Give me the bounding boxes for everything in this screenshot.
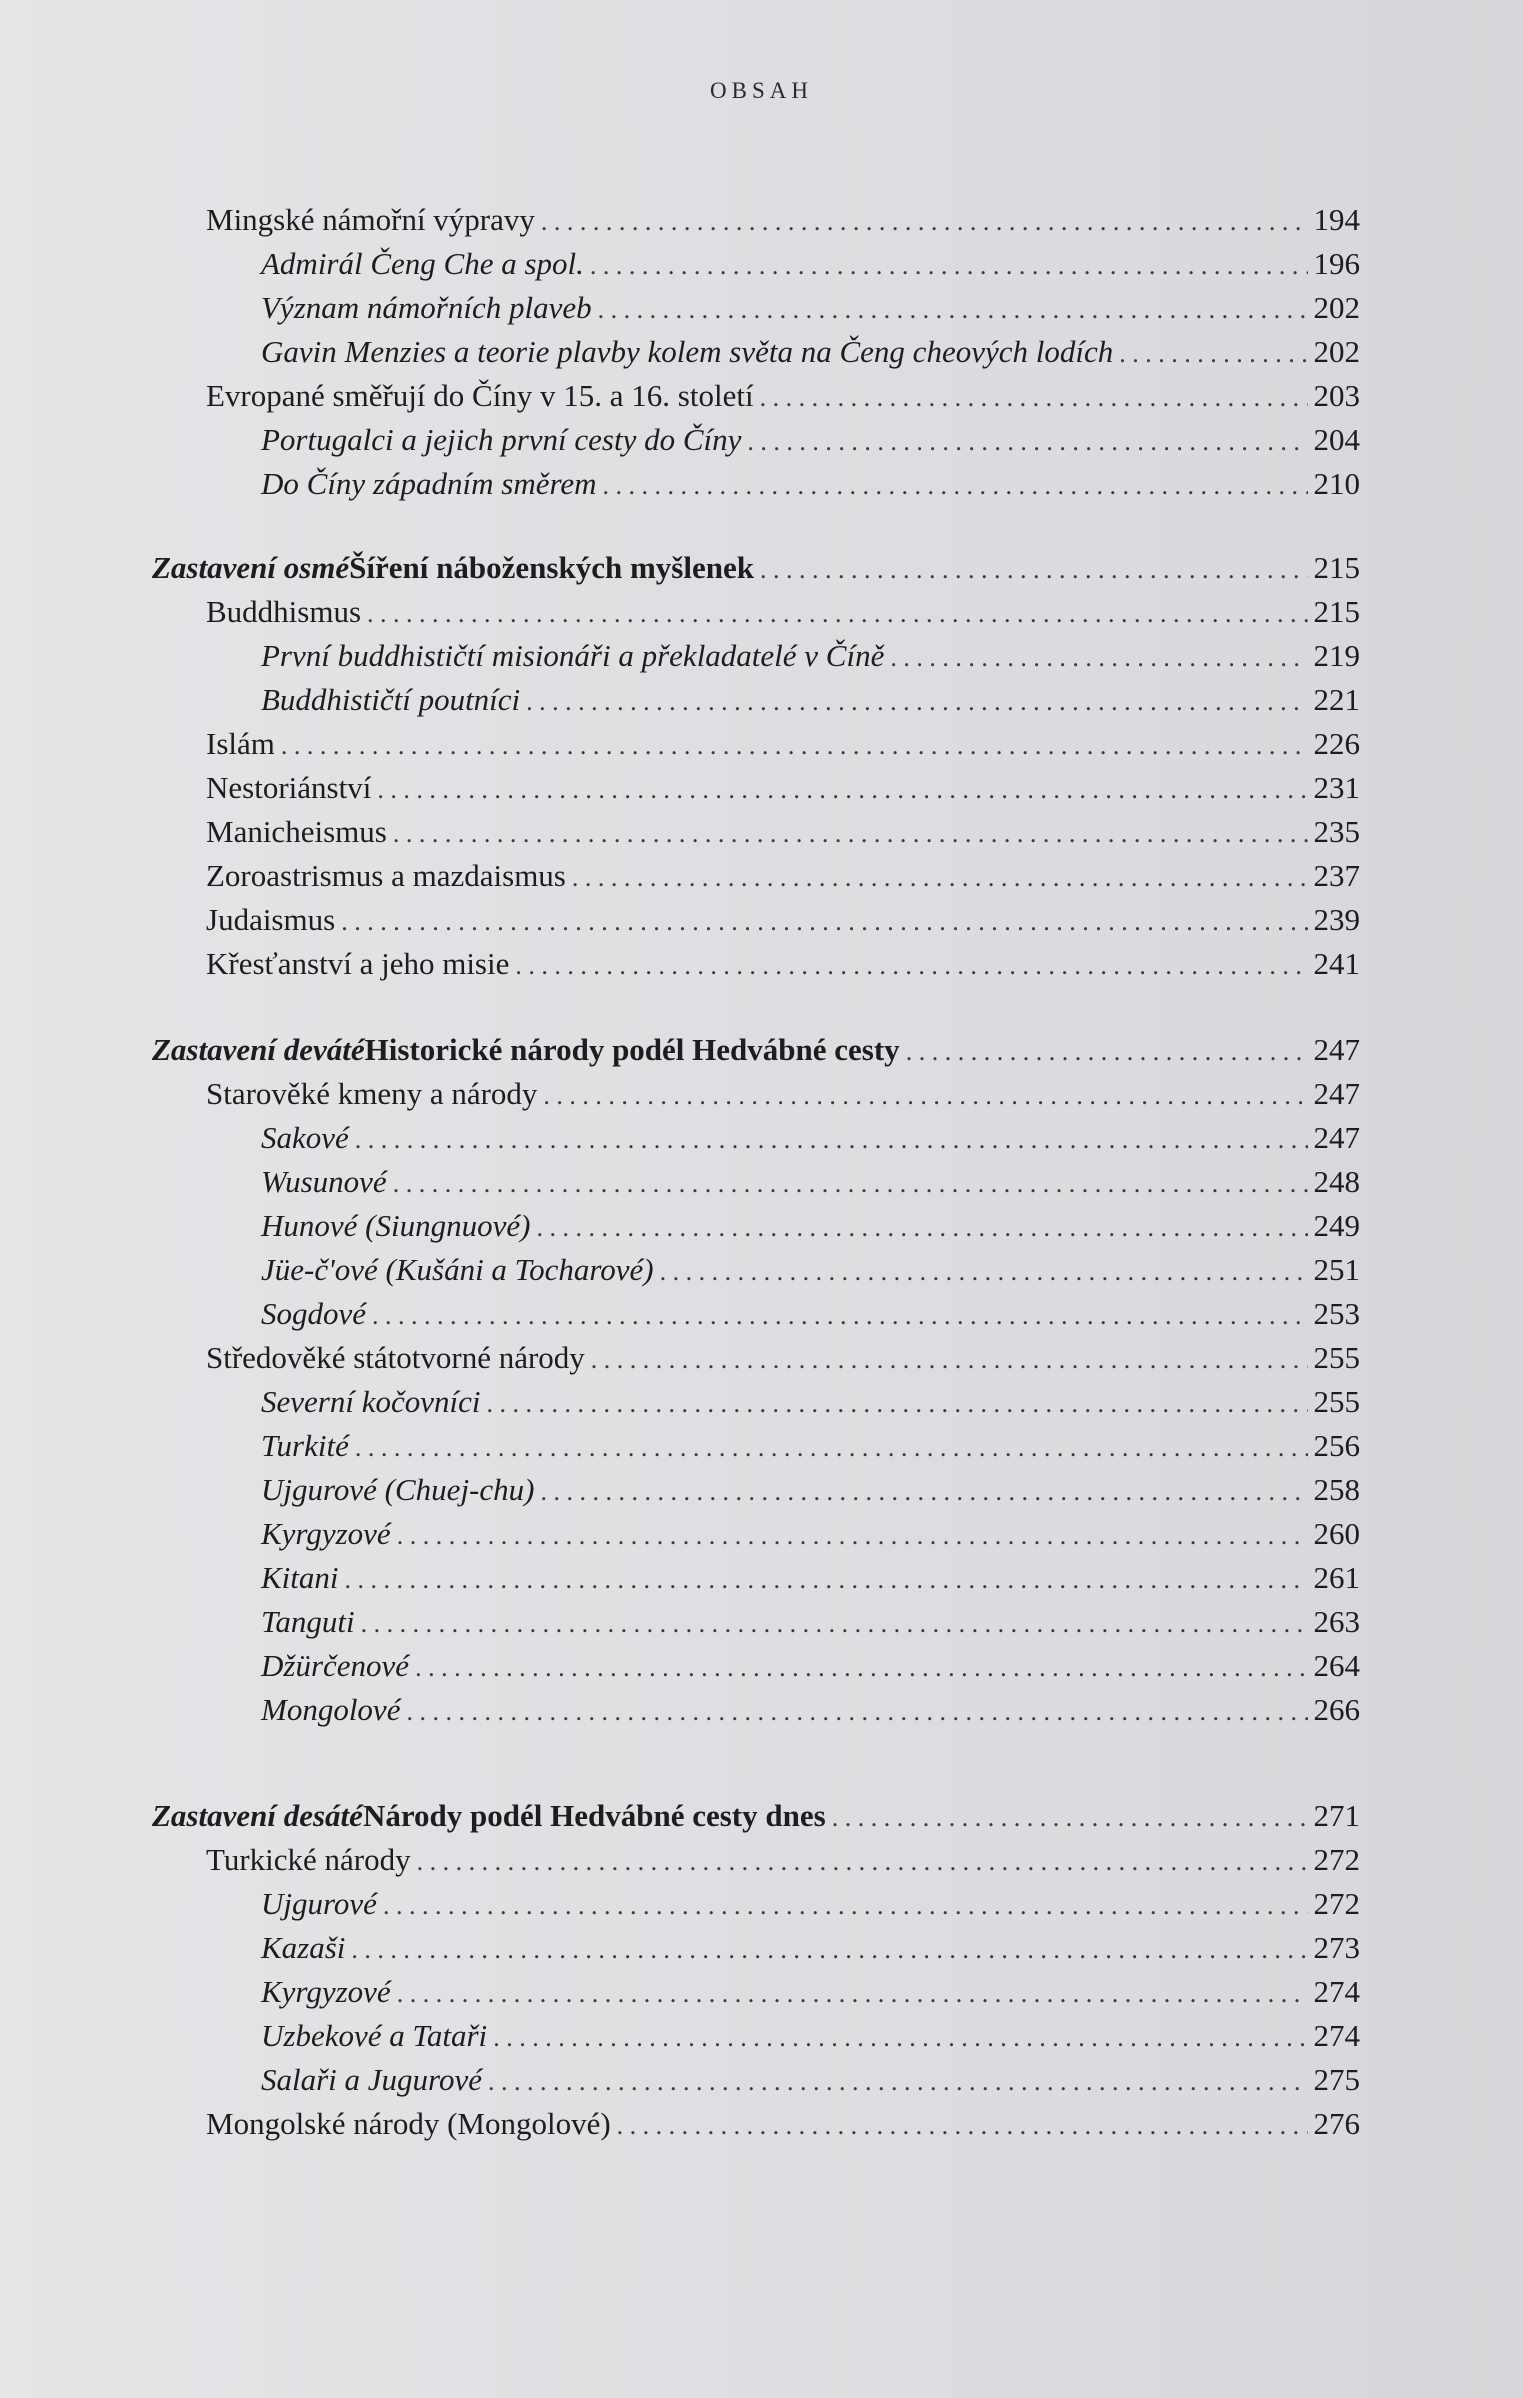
toc-entry <box>261 1204 1360 1248</box>
dot-leader <box>515 944 1307 988</box>
entry-title: Manicheismus <box>206 814 387 849</box>
page-number: 239 <box>1313 902 1360 937</box>
page-number: 215 <box>1313 550 1360 585</box>
page-number: 264 <box>1313 1648 1360 1683</box>
entry-title: Sakové <box>261 1120 349 1155</box>
dot-leader <box>355 1426 1308 1470</box>
page-number: 263 <box>1313 1604 1360 1639</box>
toc-entry <box>261 1688 1360 1732</box>
page-number: 202 <box>1313 334 1360 369</box>
page-number: 274 <box>1313 1974 1360 2009</box>
dot-leader <box>1119 332 1307 376</box>
entry-title: Buddhističtí poutníci <box>261 682 521 717</box>
dot-leader <box>747 420 1307 464</box>
dot-leader <box>488 2060 1308 2104</box>
dot-leader <box>598 288 1308 332</box>
page-number: 247 <box>1313 1032 1360 1067</box>
entry-title: Křesťanství a jeho misie <box>206 946 510 981</box>
dot-leader <box>890 636 1307 680</box>
page-number: 241 <box>1313 946 1360 981</box>
page-number: 231 <box>1313 770 1360 805</box>
toc-entry <box>206 1072 1360 1116</box>
dot-leader <box>543 1074 1307 1118</box>
toc-entry <box>261 1644 1360 1688</box>
dot-leader <box>351 1928 1307 1972</box>
part-label: Zastavení deváté <box>152 1032 365 1067</box>
dot-leader <box>540 1470 1307 1514</box>
toc-entry <box>261 634 1360 678</box>
entry-title: Sogdové <box>261 1296 367 1331</box>
entry-title: Wusunové <box>261 1164 387 1199</box>
page-number: 235 <box>1313 814 1360 849</box>
page-number: 266 <box>1313 1692 1360 1727</box>
dot-leader <box>361 1602 1308 1646</box>
dot-leader <box>541 200 1308 244</box>
entry-title: Ujgurové (Chuej-chu) <box>261 1472 535 1507</box>
dot-leader <box>415 1646 1307 1690</box>
dot-leader <box>617 2104 1308 2148</box>
entry-title: Hunové (Siungnuové) <box>261 1208 531 1243</box>
toc-entry <box>261 1380 1360 1424</box>
toc-entry <box>206 810 1360 854</box>
page-number: 221 <box>1313 682 1360 717</box>
toc-entry <box>261 1116 1360 1160</box>
toc-entry <box>206 942 1360 986</box>
toc-entry <box>206 374 1360 418</box>
dot-leader <box>397 1972 1308 2016</box>
dot-leader <box>591 1338 1308 1382</box>
entry-title: Uzbekové a Tataři <box>261 2018 488 2053</box>
entry-title: Gavin Menzies a teorie plavby kolem světa na Čeng cheových lodích <box>261 334 1114 369</box>
dot-leader <box>590 244 1308 288</box>
toc-entry <box>206 898 1360 942</box>
dot-leader <box>377 768 1307 812</box>
part-label: Zastavení desáté <box>152 1798 363 1833</box>
dot-leader <box>906 1030 1308 1074</box>
page-number: 226 <box>1313 726 1360 761</box>
dot-leader <box>367 592 1307 636</box>
toc-entry <box>206 2102 1360 2146</box>
page-number: 272 <box>1313 1842 1360 1877</box>
toc-entry <box>206 766 1360 810</box>
entry-title: Zoroastrismus a mazdaismus <box>206 858 566 893</box>
page-number: 202 <box>1313 290 1360 325</box>
toc-entry <box>261 1292 1360 1336</box>
entry-title: Do Číny západním směrem <box>261 466 597 501</box>
toc-entry <box>206 854 1360 898</box>
entry-title: Mingské námořní výpravy <box>206 202 535 237</box>
page-number: 203 <box>1313 378 1360 413</box>
entry-title: Islám <box>206 726 275 761</box>
dot-leader <box>760 548 1308 592</box>
dot-leader <box>493 2016 1307 2060</box>
toc-entry <box>261 2014 1360 2058</box>
page-number: 215 <box>1313 594 1360 629</box>
dot-leader <box>526 680 1307 724</box>
entry-title: Mongolské národy (Mongolové) <box>206 2106 611 2141</box>
toc-entry <box>261 2058 1360 2102</box>
entry-title: Judaismus <box>206 902 336 937</box>
part-title: Historické národy podél Hedvábné cesty <box>364 1032 900 1067</box>
dot-leader <box>406 1690 1307 1734</box>
toc-entry <box>206 198 1360 242</box>
entry-title: Ujgurové <box>261 1886 377 1921</box>
entry-title: Tanguti <box>261 1604 355 1639</box>
page-number: 196 <box>1313 246 1360 281</box>
dot-leader <box>393 812 1308 856</box>
dot-leader <box>393 1162 1308 1206</box>
page-number: 253 <box>1313 1296 1360 1331</box>
page-number: 256 <box>1313 1428 1360 1463</box>
entry-title: Kyrgyzové <box>261 1516 391 1551</box>
dot-leader <box>536 1206 1307 1250</box>
toc-entry <box>261 1556 1360 1600</box>
toc-entry <box>261 286 1360 330</box>
toc-entry <box>206 590 1360 634</box>
dot-leader <box>486 1382 1307 1426</box>
toc-entry <box>261 1248 1360 1292</box>
page-number: 274 <box>1313 2018 1360 2053</box>
page-number: 261 <box>1313 1560 1360 1595</box>
dot-leader <box>355 1118 1308 1162</box>
entry-title: Jüe-č'ové (Kušáni a Tocharové) <box>261 1252 654 1287</box>
dot-leader <box>341 900 1307 944</box>
entry-title: Kitani <box>261 1560 339 1595</box>
page-number: 237 <box>1313 858 1360 893</box>
dot-leader <box>417 1840 1308 1884</box>
entry-title: Buddhismus <box>206 594 362 629</box>
entry-title: Starověké kmeny a národy <box>206 1076 538 1111</box>
page-number: 248 <box>1313 1164 1360 1199</box>
page-number: 276 <box>1313 2106 1360 2141</box>
dot-leader <box>345 1558 1308 1602</box>
entry-title: Evropané směřují do Číny v 15. a 16. století <box>206 378 754 413</box>
toc-entry <box>206 1838 1360 1882</box>
page-number: 271 <box>1313 1798 1360 1833</box>
dot-leader <box>832 1796 1308 1840</box>
running-head: OBSAH <box>710 78 813 103</box>
entry-title: Středověké státotvorné národy <box>206 1340 585 1375</box>
dot-leader <box>603 464 1308 508</box>
dot-leader <box>383 1884 1308 1928</box>
part-label: Zastavení osmé <box>152 550 350 585</box>
toc-entry <box>261 1600 1360 1644</box>
page-number: 255 <box>1313 1384 1360 1419</box>
toc-entry <box>261 462 1360 506</box>
entry-title: Kyrgyzové <box>261 1974 391 2009</box>
page-number: 204 <box>1313 422 1360 457</box>
toc-part-heading <box>152 1028 1360 1072</box>
dot-leader <box>397 1514 1308 1558</box>
dot-leader <box>572 856 1308 900</box>
entry-title: Kazaši <box>261 1930 346 1965</box>
toc-entry <box>261 1882 1360 1926</box>
page-number: 194 <box>1313 202 1360 237</box>
page-number: 272 <box>1313 1886 1360 1921</box>
entry-title: Salaři a Jugurové <box>261 2062 482 2097</box>
entry-title: Portugalci a jejich první cesty do Číny <box>261 422 742 457</box>
toc-entry <box>261 1468 1360 1512</box>
toc-part-heading <box>152 546 1360 590</box>
toc-entry <box>261 1970 1360 2014</box>
toc-entry <box>261 1160 1360 1204</box>
entry-title: Admirál Čeng Che a spol. <box>261 246 584 281</box>
dot-leader <box>760 376 1308 420</box>
toc-entry <box>261 1512 1360 1556</box>
entry-title: První buddhističtí misionáři a překladatelé v Číně <box>261 638 885 673</box>
toc-part-heading <box>152 1794 1360 1838</box>
entry-title: Džürčenové <box>261 1648 410 1683</box>
toc-entry <box>261 242 1360 286</box>
page-number: 251 <box>1313 1252 1360 1287</box>
page-number: 247 <box>1313 1120 1360 1155</box>
toc-entry <box>261 330 1360 374</box>
dot-leader <box>281 724 1308 768</box>
toc-entry <box>261 418 1360 462</box>
entry-title: Turkické národy <box>206 1842 411 1877</box>
page-number: 260 <box>1313 1516 1360 1551</box>
toc-entry <box>261 1424 1360 1468</box>
part-title: Šíření náboženských myšlenek <box>349 550 754 585</box>
toc-entry <box>261 678 1360 722</box>
page-number: 275 <box>1313 2062 1360 2097</box>
toc-entry <box>206 722 1360 766</box>
part-title: Národy podél Hedvábné cesty dnes <box>362 1798 826 1833</box>
entry-title: Mongolové <box>261 1692 401 1727</box>
toc-entry <box>261 1926 1360 1970</box>
page-number: 210 <box>1313 466 1360 501</box>
entry-title: Turkité <box>261 1428 349 1463</box>
page-number: 255 <box>1313 1340 1360 1375</box>
dot-leader <box>372 1294 1307 1338</box>
page-number: 219 <box>1313 638 1360 673</box>
page-number: 249 <box>1313 1208 1360 1243</box>
page-number: 258 <box>1313 1472 1360 1507</box>
entry-title: Nestoriánství <box>206 770 372 805</box>
page-number: 247 <box>1313 1076 1360 1111</box>
entry-title: Severní kočovníci <box>261 1384 481 1419</box>
toc-entry <box>206 1336 1360 1380</box>
dot-leader <box>660 1250 1308 1294</box>
entry-title: Význam námořních plaveb <box>261 290 592 325</box>
page-number: 273 <box>1313 1930 1360 1965</box>
